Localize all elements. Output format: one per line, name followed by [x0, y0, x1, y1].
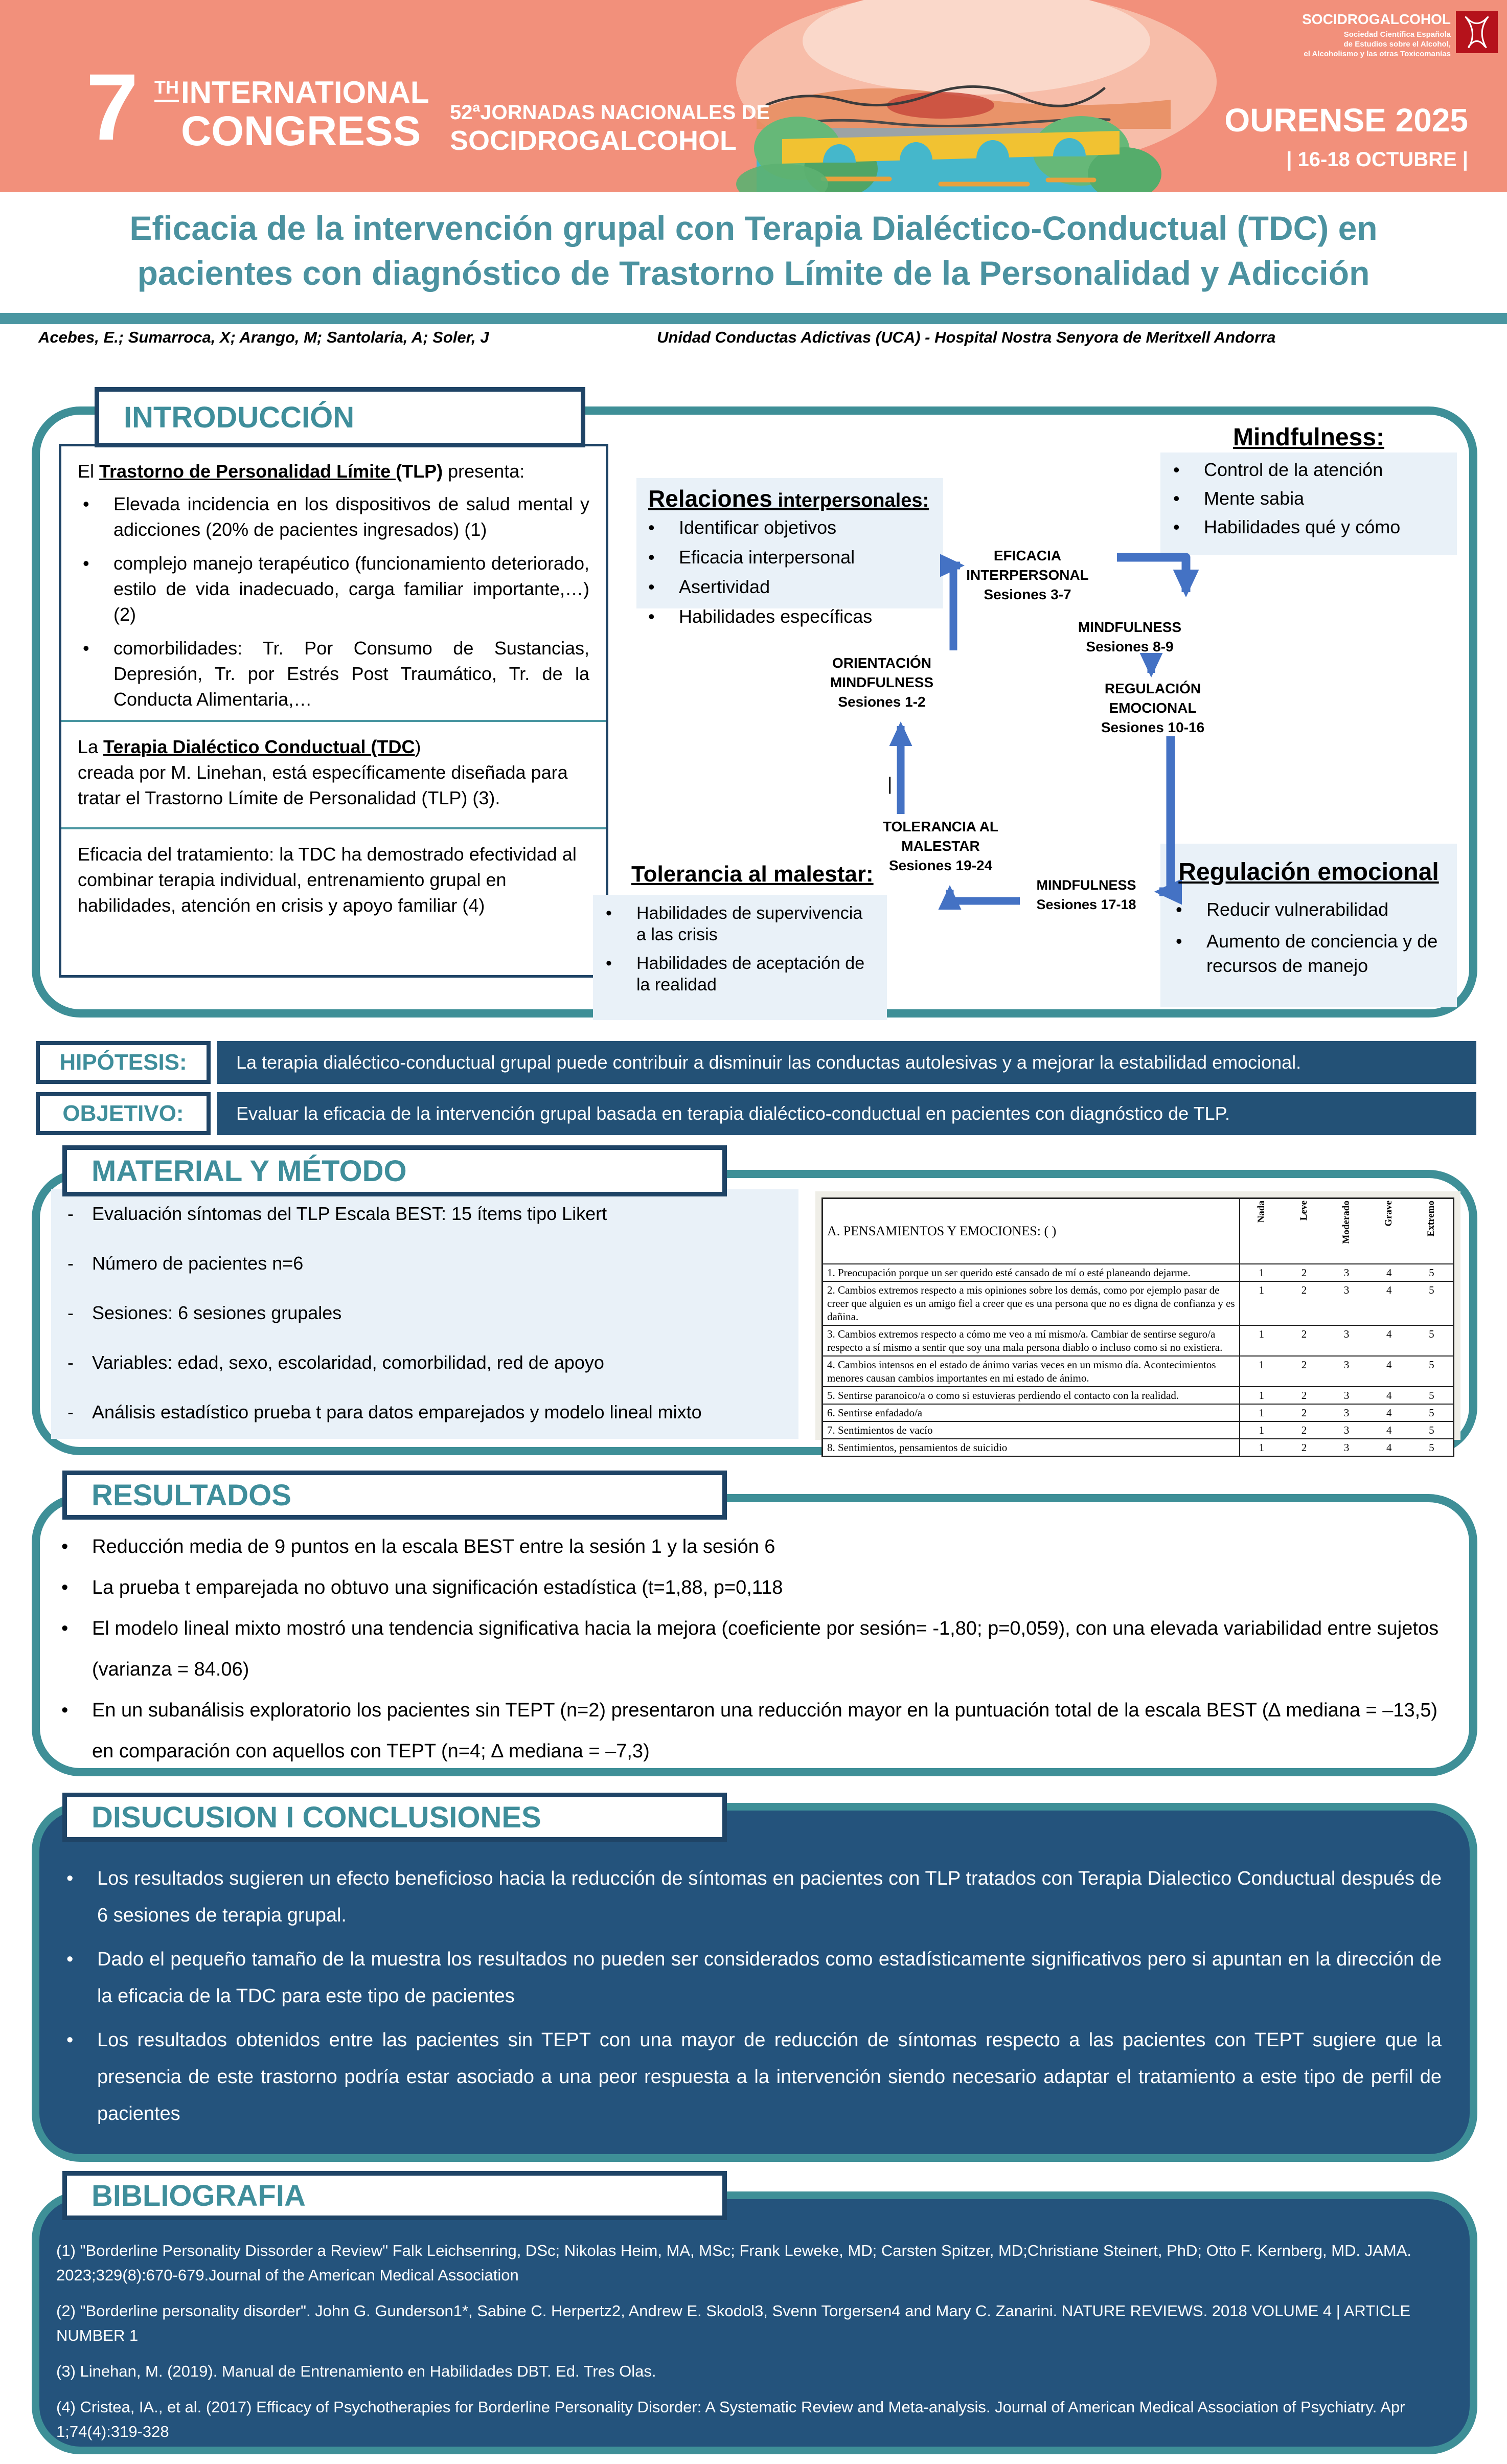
- introduccion-heading-box: [95, 387, 585, 447]
- best-table-col: Leve: [1298, 1201, 1309, 1221]
- congress-header: [0, 0, 1507, 192]
- node-line: MALESTAR: [901, 838, 980, 854]
- best-table-row: 1. Preocupación porque un ser querido esté cansado de mí o esté planeando dejarme. 1 2 3 4 5: [823, 1264, 1454, 1281]
- best-table-row: 5. Sentirse paranoico/a o como si estuvieras perdiendo el contacto con la realidad. 1 2 3 4 5: [823, 1387, 1454, 1404]
- edition-number: 7: [86, 55, 139, 160]
- tolerancia-bullet: • Habilidades de supervivencia a las crisis: [601, 902, 877, 945]
- best-table-col: Nada: [1255, 1201, 1267, 1223]
- best-table-col: Moderado: [1341, 1201, 1352, 1244]
- conclusiones-item: • Los resultados sugieren un efecto beneficioso hacia la reducción de síntomas en pacientes con TLP tratados con Terapia Dialectico Conductual después de 6 sesiones de terapia grupal.: [61, 1860, 1442, 1934]
- node-line: Sesiones 10-16: [1101, 719, 1205, 735]
- city-year: OURENSE 2025: [1224, 102, 1468, 139]
- resultados-item: • Reducción media de 9 puntos en la escala BEST entre la sesión 1 y la sesión 6: [56, 1526, 1447, 1567]
- title-divider: [0, 313, 1507, 324]
- best-table-row: 8. Sentimientos, pensamientos de suicidio 1 2 3 4 5: [823, 1439, 1454, 1457]
- node-line: Sesiones 3-7: [984, 586, 1071, 602]
- best-table-col: Grave: [1383, 1201, 1395, 1227]
- diagram-node-orientacion-mindfulness: [800, 653, 964, 712]
- resultados-item: • La prueba t emparejada no obtuvo una significación estadística (t=1,88, p=0,118: [56, 1567, 1447, 1608]
- best-table-row: 3. Cambios extremos respecto a cómo me veo a mí mismo/a. Cambiar de sentirse seguro/a respecto a sí mismo a sentir que soy una mala persona diablo o incluso como si no existiera. 1 2 3 4 5: [823, 1325, 1454, 1356]
- node-line: ORIENTACIÓN: [832, 655, 931, 671]
- node-line: Sesiones 1-2: [838, 694, 926, 710]
- resultados-item: • El modelo lineal mixto mostró una tendencia significativa hacia la mejora (coeficiente por sesión= -1,80; p=0,059), con una elevada variabilidad entre sujetos (varianza = 84.06): [56, 1608, 1447, 1690]
- objetivo-text: Evaluar la eficacia de la intervención grupal basada en terapia dialéctico-conductual en pacientes con diagnóstico de TLP.: [236, 1103, 1230, 1124]
- node-line: Sesiones 19-24: [888, 857, 993, 873]
- reference-3: (3) Linehan, M. (2019). Manual de Entrenamiento en Habilidades DBT. Ed. Tres Olas.: [56, 2362, 656, 2380]
- regulacion-list: [1171, 897, 1447, 985]
- congress-word-congress: CONGRESS: [181, 108, 421, 154]
- tolerancia-title: Tolerancia al malestar:: [631, 862, 874, 887]
- society-logo: [1217, 11, 1451, 59]
- material-item: - Análisis estadístico prueba t para datos emparejados y modelo lineal mixto: [61, 1401, 787, 1423]
- poster-title-line2: pacientes con diagnóstico de Trastorno Límite de la Personalidad y Adicción: [137, 254, 1370, 292]
- poster-title-line1: Eficacia de la intervención grupal con Terapia Dialéctico-Conductual (TDC) en: [129, 209, 1378, 247]
- society-name: SOCIDROGALCOHOL: [1302, 11, 1451, 27]
- best-table-row: 7. Sentimientos de vacío 1 2 3 4 5: [823, 1421, 1454, 1439]
- material-item: - Número de pacientes n=6: [61, 1252, 787, 1275]
- intro-tdc-underlined: Terapia Dialéctico Conductual (TDC: [103, 736, 415, 757]
- intro-tdc-box: [61, 720, 606, 827]
- intro-tdc-lead: [78, 734, 589, 760]
- bibliografia-heading: BIBLIOGRAFIA: [92, 2179, 306, 2212]
- conclusiones-heading: DISUCUSION I CONCLUSIONES: [92, 1800, 541, 1834]
- jornadas-line2: SOCIDROGALCOHOL: [450, 125, 737, 156]
- society-tagline-2: de Estudios sobre el Alcohol,: [1343, 40, 1451, 49]
- introduccion-column: [59, 444, 608, 978]
- intro-eficacia-box: [61, 827, 606, 978]
- objetivo-bar: [217, 1092, 1476, 1135]
- best-table: [821, 1197, 1454, 1457]
- authors: Acebes, E.; Sumarroca, X; Arango, M; Santolaria, A; Soler, J: [38, 328, 489, 346]
- diagram-node-regulacion-emocional: [1071, 679, 1235, 737]
- best-table-header-row: [823, 1199, 1454, 1264]
- intro-tlp-box: [61, 446, 606, 720]
- node-line: REGULACIÓN: [1104, 681, 1201, 696]
- node-line: MINDFULNESS: [1036, 877, 1136, 893]
- intro-tlp-prefix: El: [78, 461, 100, 482]
- mindfulness-list: [1168, 459, 1449, 545]
- diagram-node-eficacia-interpersonal: [946, 546, 1109, 604]
- intro-tdc-body: creada por M. Linehan, está específicamente diseñada para tratar el Trastorno Límite de Personalidad (TLP) (3).: [78, 762, 568, 808]
- congress-dates: | 16-18 OCTUBRE |: [1286, 148, 1468, 171]
- intro-tdc-prefix: La: [78, 736, 104, 757]
- objetivo-label: OBJETIVO:: [62, 1101, 184, 1126]
- intro-tlp-suffix: presenta:: [443, 461, 525, 482]
- best-table-col: Extremo: [1426, 1201, 1437, 1237]
- intro-tlp-lead: [78, 459, 589, 484]
- node-line: EMOCIONAL: [1109, 700, 1197, 716]
- regulacion-bullet: • Reducir vulnerabilidad: [1171, 897, 1447, 922]
- intro-tlp-bold: (TLP): [396, 461, 443, 482]
- reference-2: (2) "Borderline personality disorder". John G. Gunderson1*, Sabine C. Herpertz2, Andrew E. Skodol3, Svenn Torgersen4 and Mary C. Zanarini. NATURE REVIEWS. 2018 VOLUME 4 | ARTICLE NUMBER 1: [56, 2302, 1411, 2344]
- diagram-caret-artifact: |: [887, 773, 893, 794]
- arrow-eficacia-to-mindfulness89: [1117, 557, 1186, 592]
- resultados-heading: RESULTADOS: [92, 1478, 291, 1512]
- relaciones-bullet: • Asertividad: [643, 576, 929, 598]
- best-table-row: 2. Cambios extremos respecto a mis opiniones sobre los demás, como por ejemplo pasar de creer que alguien es un amigo fiel a creer que es una persona que no es digna de confianza y es dañina. 1 2 3 4 5: [823, 1281, 1454, 1325]
- reference-1: (1) "Borderline Personality Dissorder a Review" Falk Leichsenring, DSc; Nikolas Heim, MA, MSc; Frank Leweke, MD; Carsten Spitzer, MD;Christiane Steinert, PhD; Otto F. Kernberg, MD. JAMA. 2023;329(8):670-679.Journal of the American Medical Association: [56, 2242, 1411, 2284]
- relaciones-title-rest: interpersonales:: [772, 490, 929, 511]
- society-tagline-3: el Alcoholismo y las otras Toxicomanías: [1304, 50, 1451, 58]
- material-heading-box: [62, 1145, 727, 1196]
- conclusiones-list: [61, 1860, 1442, 2139]
- affiliation: Unidad Conductas Adictivas (UCA) - Hospital Nostra Senyora de Meritxell Andorra: [657, 328, 1276, 346]
- mindfulness-bullet: • Habilidades qué y cómo: [1168, 516, 1449, 538]
- conclusiones-item: • Dado el pequeño tamaño de la muestra los resultados no pueden ser considerados como estadísticamente significativos pero si apuntan en la dirección de la eficacia de la TDC para este tipo de pacientes: [61, 1941, 1442, 2015]
- reference-4: (4) Cristea, IA., et al. (2017) Efficacy of Psychotherapies for Borderline Personality Disorder: A Systematic Review and Meta-analysis. Journal of American Medical Association of Psychiatry. Apr 1;74(4):319-328: [56, 2398, 1405, 2440]
- intro-bullet: • comorbilidades: Tr. Por Consumo de Sustancias, Depresión, Tr. por Estrés Post Traumático, Tr. de la Conducta Alimentaria,…: [78, 636, 589, 712]
- intro-tdc-suffix: ): [415, 736, 421, 757]
- society-tagline-1: Sociedad Científica Española: [1343, 30, 1451, 39]
- resultados-list: [56, 1526, 1447, 1772]
- regulacion-title: Regulación emocional: [1178, 858, 1439, 886]
- mindfulness-title: Mindfulness:: [1233, 424, 1384, 451]
- tolerancia-list: [601, 902, 877, 1003]
- mindfulness-bullet: • Mente sabia: [1168, 488, 1449, 509]
- diagram-node-mindfulness-17-18: [1022, 875, 1150, 914]
- diagram-node-tolerancia-malestar: [859, 817, 1022, 875]
- node-line: Sesiones 17-18: [1036, 897, 1136, 912]
- material-item: - Evaluación síntomas del TLP Escala BEST: 15 ítems tipo Likert: [61, 1203, 787, 1225]
- society-logo-icon: [1456, 11, 1498, 53]
- best-table-title: A. PENSAMIENTOS Y EMOCIONES: ( ): [823, 1199, 1240, 1264]
- material-item: - Variables: edad, sexo, escolaridad, comorbilidad, red de apoyo: [61, 1351, 787, 1374]
- relaciones-title: [648, 485, 929, 512]
- best-scale-scan: [815, 1191, 1460, 1454]
- relaciones-bullet: • Identificar objetivos: [643, 516, 929, 539]
- edition-suffix: TH: [154, 77, 179, 102]
- node-line: Sesiones 8-9: [1086, 639, 1174, 654]
- jornadas-line1: 52ªJORNADAS NACIONALES DE: [450, 101, 770, 124]
- objetivo-label-box: [36, 1092, 211, 1135]
- node-line: EFICACIA: [993, 548, 1062, 563]
- resultados-heading-box: [62, 1471, 727, 1520]
- conclusiones-heading-box: [62, 1793, 727, 1842]
- relaciones-bullet: • Eficacia interpersonal: [643, 546, 929, 569]
- hipotesis-text: La terapia dialéctico-conductual grupal puede contribuir a disminuir las conductas autolesivas y a mejorar la estabilidad emocional.: [236, 1052, 1302, 1073]
- diagram-node-mindfulness-8-9: [1048, 618, 1212, 657]
- tolerancia-bullet: • Habilidades de aceptación de la realidad: [601, 953, 877, 996]
- relaciones-bullet: • Habilidades específicas: [643, 605, 929, 628]
- hipotesis-bar: [217, 1041, 1476, 1084]
- relaciones-title-main: Relaciones: [648, 485, 772, 512]
- material-list: [61, 1203, 787, 1451]
- node-line: MINDFULNESS: [830, 674, 934, 690]
- intro-tlp-underlined: Trastorno de Personalidad Límite: [99, 461, 396, 482]
- resultados-item: • En un subanálisis exploratorio los pacientes sin TEPT (n=2) presentaron una reducción mayor en la puntuación total de la escala BEST (∆ mediana = –13,5) en comparación con aquellos con TEPT (n=4; ∆ mediana = –7,3): [56, 1690, 1447, 1772]
- node-line: MINDFULNESS: [1078, 619, 1182, 635]
- material-heading: MATERIAL Y MÉTODO: [92, 1154, 407, 1188]
- congress-word-international: INTERNATIONAL: [181, 75, 429, 109]
- best-table-row: 4. Cambios intensos en el estado de ánimo varias veces en un mismo día. Acontecimientos menores causan cambios importantes en mi estado de ánimo. 1 2 3 4 5: [823, 1356, 1454, 1387]
- intro-bullet: • Elevada incidencia en los dispositivos de salud mental y adicciones (20% de pacientes ingresados) (1): [78, 491, 589, 542]
- node-line: TOLERANCIA AL: [882, 819, 999, 834]
- hipotesis-label: HIPÓTESIS:: [59, 1050, 187, 1075]
- hipotesis-label-box: [36, 1041, 211, 1084]
- intro-bullet: • complejo manejo terapéutico (funcionamiento deteriorado, estilo de vida inadecuado, carga familiar importante,…) (2): [78, 551, 589, 627]
- material-item: - Sesiones: 6 sesiones grupales: [61, 1302, 787, 1324]
- introduccion-heading: INTRODUCCIÓN: [124, 400, 355, 434]
- arrow-mindfulness1718-to-tolerancia: [950, 890, 1020, 901]
- mindfulness-bullet: • Control de la atención: [1168, 459, 1449, 481]
- intro-eficacia-text: Eficacia del tratamiento: la TDC ha demostrado efectividad al combinar terapia individual, entrenamiento grupal en habilidades, atención en crisis y apoyo familiar (4): [78, 844, 577, 916]
- regulacion-bullet: • Aumento de conciencia y de recursos de manejo: [1171, 929, 1447, 978]
- bibliografia-list: [56, 2239, 1447, 2455]
- node-line: INTERPERSONAL: [966, 567, 1089, 583]
- relaciones-list: [643, 516, 929, 635]
- best-table-row: 6. Sentirse enfadado/a 1 2 3 4 5: [823, 1404, 1454, 1421]
- bibliografia-heading-box: [62, 2171, 727, 2220]
- conclusiones-item: • Los resultados obtenidos entre las pacientes sin TEPT con una mayor de reducción de síntomas respecto a las pacientes con TEPT sugiere que la presencia de este trastorno podría estar asociado a una peor respuesta a la intervención siendo necesario adaptar el tratamiento a este tipo de perfil de pacientes: [61, 2022, 1442, 2132]
